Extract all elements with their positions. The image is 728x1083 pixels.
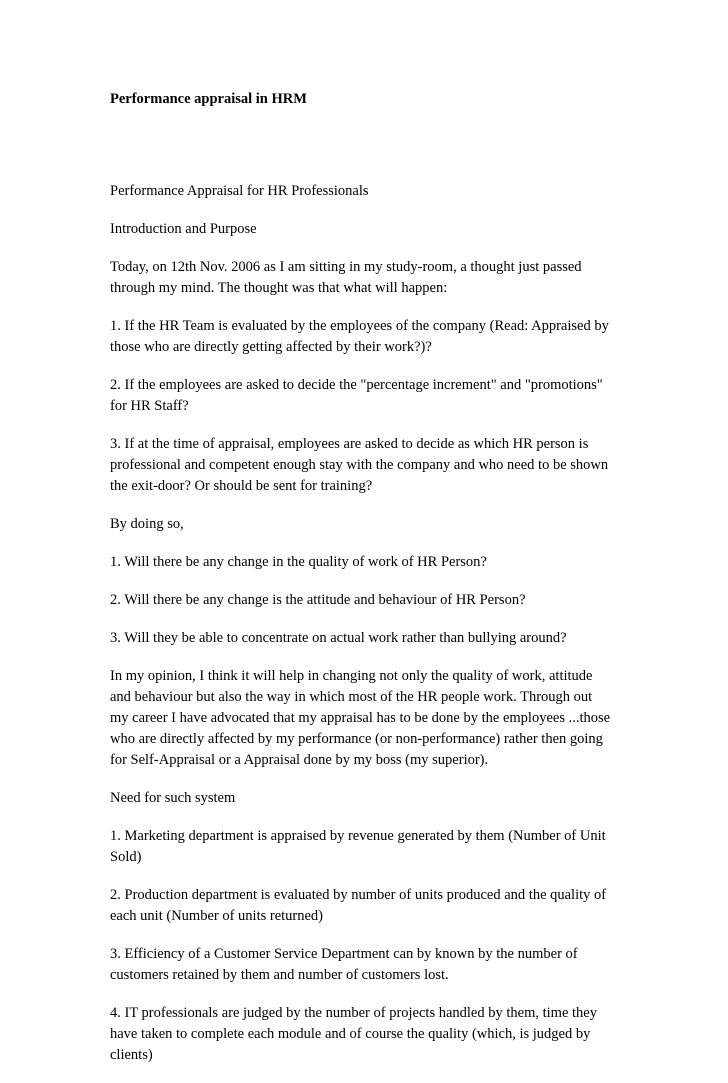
paragraph: [110, 885, 630, 927]
text-line: and behaviour but also the way in which most of the HR people work. Through out: [110, 689, 593, 705]
text-line: 1. Marketing department is appraised by revenue generated by them (Number of Unit: [110, 828, 606, 844]
text-line: those who are directly getting affected by their work?)?: [110, 339, 432, 355]
paragraph: [110, 375, 630, 417]
paragraph: [110, 1003, 630, 1066]
text-line: Introduction and Purpose: [110, 221, 257, 237]
text-line: Performance Appraisal for HR Professionals: [110, 183, 369, 199]
text-line: the exit-door? Or should be sent for training?: [110, 478, 373, 494]
text-line: my career I have advocated that my appraisal has to be done by the employees ...those: [110, 710, 611, 726]
text-line: for Self-Appraisal or a Appraisal done by my boss (my superior).: [110, 752, 489, 768]
text-line: for HR Staff?: [110, 398, 189, 414]
text-line: 3. Efficiency of a Customer Service Department can by known by the number of: [110, 946, 578, 962]
paragraph: [110, 590, 630, 611]
text-line: 1. If the HR Team is evaluated by the employees of the company (Read: Appraised by: [110, 318, 609, 334]
paragraph: [110, 944, 630, 986]
paragraph: [110, 666, 630, 771]
paragraph: [110, 514, 630, 535]
text-line: 2. If the employees are asked to decide the "percentage increment" and "promotions": [110, 377, 603, 393]
text-line: 4. IT professionals are judged by the number of projects handled by them, time they: [110, 1005, 597, 1021]
paragraph: [110, 257, 630, 299]
text-line: who are directly affected by my performance (or non-performance) rather then going: [110, 731, 603, 747]
document-body: [110, 181, 630, 1066]
text-line: each unit (Number of units returned): [110, 908, 323, 924]
paragraph: [110, 181, 630, 202]
paragraph: [110, 788, 630, 809]
text-line: professional and competent enough stay with the company and who need to be shown: [110, 457, 609, 473]
paragraph: [110, 628, 630, 649]
text-line: 3. Will they be able to concentrate on actual work rather than bullying around?: [110, 630, 567, 646]
text-line: through my mind. The thought was that what will happen:: [110, 280, 448, 296]
paragraph: [110, 826, 630, 868]
paragraph: [110, 552, 630, 573]
text-line: 1. Will there be any change in the quality of work of HR Person?: [110, 554, 487, 570]
text-line: By doing so,: [110, 516, 184, 532]
text-line: Need for such system: [110, 790, 236, 806]
paragraph: [110, 316, 630, 358]
text-line: 2. Production department is evaluated by number of units produced and the quality of: [110, 887, 607, 903]
text-line: Today, on 12th Nov. 2006 as I am sitting in my study-room, a thought just passed: [110, 259, 582, 275]
text-line: customers retained by them and number of customers lost.: [110, 967, 449, 983]
text-line: Sold): [110, 849, 142, 865]
text-line: have taken to complete each module and of course the quality (which, is judged by: [110, 1026, 591, 1042]
text-line: clients): [110, 1047, 153, 1063]
text-line: 2. Will there be any change is the attitude and behaviour of HR Person?: [110, 592, 526, 608]
paragraph: [110, 219, 630, 240]
document-title: Performance appraisal in HRM: [110, 91, 307, 107]
paragraph: [110, 434, 630, 497]
text-line: In my opinion, I think it will help in changing not only the quality of work, attitude: [110, 668, 593, 684]
document-page: [110, 89, 630, 1083]
text-line: 3. If at the time of appraisal, employees are asked to decide as which HR person is: [110, 436, 589, 452]
